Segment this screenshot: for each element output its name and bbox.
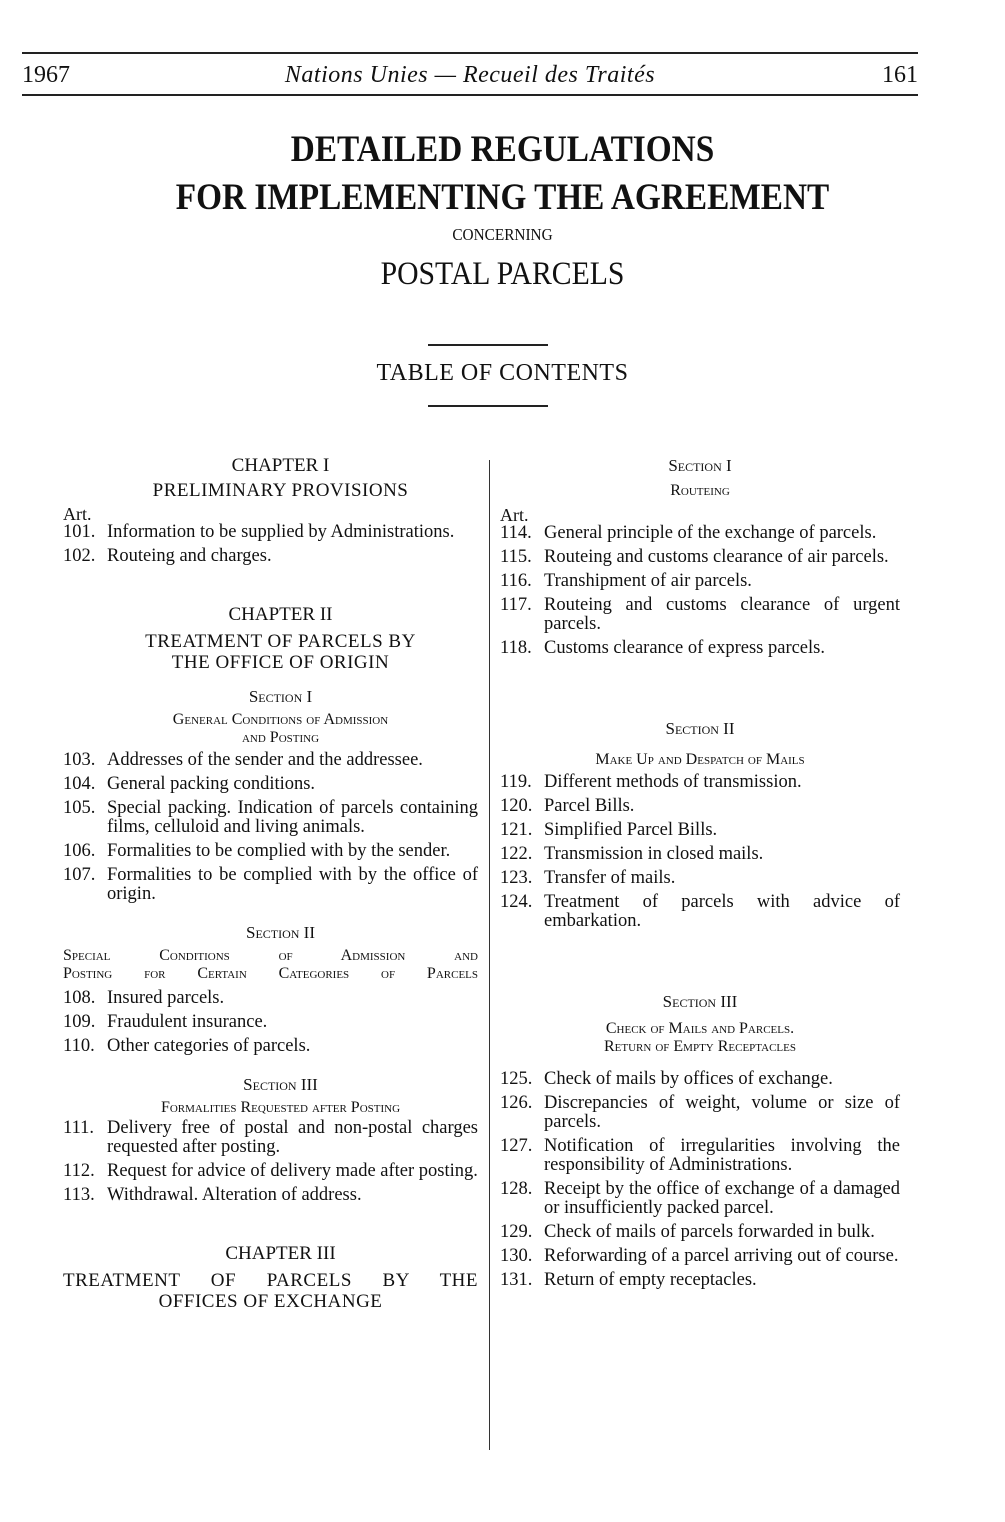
article-title: Check of mails of parcels forwarded in bulk. [544,1222,875,1242]
toc-entry[interactable] [63,866,478,904]
column-divider [489,460,490,1450]
article-number: 125. [500,1069,533,1089]
toc-left-column [63,455,478,1312]
article-title: Return of empty receptacles. [544,1270,757,1290]
article-number: 115. [500,547,532,567]
chapter-1-label: CHAPTER I [231,455,330,476]
article-title: Notification of irregularities involving the responsibility of Administrations. [544,1136,900,1175]
toc-entry[interactable] [500,572,900,591]
article-title: Customs clearance of express parcels. [544,638,825,658]
article-title: Delivery free of postal and non-postal charges requested after posting. [107,1118,478,1157]
toc-entry[interactable] [500,639,900,658]
toc-entry[interactable] [63,523,478,542]
article-title: General principle of the exchange of parcels. [544,523,877,543]
article-number: 113. [63,1185,95,1205]
toc-entry[interactable] [63,1119,478,1157]
section-title-line-2: Posting for Certain Categories of Parcels [63,965,478,982]
article-number: 111. [63,1118,95,1138]
toc-entry[interactable] [63,775,478,794]
toc-bottom-rule [428,405,548,407]
article-number: 128. [500,1179,533,1199]
article-number: 101. [63,522,96,542]
article-number: 102. [63,546,96,566]
running-head [22,58,918,92]
article-title: Formalities to be complied with by the sender. [107,841,451,861]
article-title: Receipt by the office of exchange of a damaged or insufficiently packed parcel. [544,1179,900,1218]
article-number: 119. [500,772,532,792]
toc-entry[interactable] [63,1037,478,1056]
article-number: 130. [500,1246,533,1266]
article-number: 124. [500,892,533,912]
section-title: Formalities Requested after Posting [160,1099,401,1116]
toc-entry[interactable] [500,797,900,816]
article-title: Different methods of transmission. [544,772,802,792]
article-title: Routeing and customs clearance of urgent parcels. [544,595,900,634]
toc-entry[interactable] [63,547,478,566]
section-label: Section III [662,992,738,1011]
chapter-3-title-line-1: TREATMENT OF PARCELS BY THE [63,1270,478,1291]
section-title-line-2: Return of Empty Receptacles [604,1038,796,1055]
article-number: 118. [500,638,532,658]
toc-entry[interactable] [500,1247,900,1266]
art-label: Art. [500,505,529,525]
article-number: 108. [63,988,96,1008]
article-number: 109. [63,1012,96,1032]
document-title-line-2: FOR IMPLEMENTING THE AGREEMENT [175,177,830,218]
article-number: 116. [500,571,532,591]
running-head-year: 1967 [22,62,70,88]
article-number: 121. [500,820,533,840]
document-title-line-4: POSTAL PARCELS [380,256,625,292]
chapter-2-label: CHAPTER II [228,604,333,625]
toc-entry[interactable] [63,1162,478,1181]
article-title: Addresses of the sender and the addressee. [107,750,423,770]
toc-entry[interactable] [500,1094,900,1132]
article-number: 122. [500,844,533,864]
toc-entry[interactable] [500,893,900,931]
document-title-line-3: CONCERNING [452,225,553,244]
article-number: 126. [500,1093,533,1113]
article-title: Routeing and customs clearance of air parcels. [544,547,889,567]
toc-entry[interactable] [500,821,900,840]
article-number: 112. [63,1161,95,1181]
article-title: Formalities to be complied with by the office of origin. [107,865,478,904]
toc-entry[interactable] [63,1013,478,1032]
article-number: 123. [500,868,533,888]
art-label: Art. [63,504,92,524]
toc-entry[interactable] [500,524,900,543]
article-title: Routeing and charges. [107,546,272,566]
article-number: 103. [63,750,96,770]
toc-top-rule [428,344,548,346]
article-title: Transfer of mails. [544,868,676,888]
article-title: General packing conditions. [107,774,316,794]
article-number: 114. [500,523,532,543]
page-number: 161 [882,62,918,88]
toc-entry[interactable] [63,799,478,837]
article-title: Special packing. Indication of parcels containing films, celluloid and living animals. [107,798,478,837]
article-number: 110. [63,1036,95,1056]
article-title: Discrepancies of weight, volume or size of parcels. [544,1093,900,1132]
article-title: Transmission in closed mails. [544,844,764,864]
article-title: Parcel Bills. [544,796,635,816]
article-number: 105. [63,798,96,818]
article-title: Simplified Parcel Bills. [544,820,718,840]
section-title-line-1: General Conditions of Admission [172,711,389,728]
article-title: Request for advice of delivery made after posting. [107,1161,478,1181]
toc-entry[interactable] [63,842,478,861]
article-title: Information to be supplied by Administrations. [107,522,455,542]
header-bottom-rule [22,94,918,96]
article-number: 127. [500,1136,533,1156]
toc-entry[interactable] [500,1137,900,1175]
chapter-2-title-line-1: TREATMENT OF PARCELS BY [145,631,416,652]
header-top-rule [22,52,918,54]
article-title: Insured parcels. [107,988,225,1008]
toc-entry[interactable] [500,596,900,634]
toc-right-column [500,456,900,1295]
chapter-2-title-line-2: THE OFFICE OF ORIGIN [171,652,390,673]
section-label: Section II [665,719,735,738]
article-number: 104. [63,774,96,794]
article-title: Fraudulent insurance. [107,1012,268,1032]
article-number: 117. [500,595,532,615]
article-number: 106. [63,841,96,861]
article-number: 107. [63,865,96,885]
article-title: Other categories of parcels. [107,1036,311,1056]
toc-entry[interactable] [63,989,478,1008]
section-label: Section I [668,456,732,475]
section-title-line-2: and Posting [241,729,320,746]
toc-entry[interactable] [500,845,900,864]
section-label: Section I [248,687,313,706]
section-label: Section II [245,923,316,942]
article-title: Reforwarding of a parcel arriving out of course. [544,1246,899,1266]
article-title: Treatment of parcels with advice of embarkation. [544,892,900,931]
toc-entry[interactable] [500,1223,900,1242]
chapter-1-title: PRELIMINARY PROVISIONS [152,480,409,501]
toc-entry[interactable] [500,869,900,888]
toc-entry[interactable] [500,1180,900,1218]
article-number: 120. [500,796,533,816]
section-title-line-1: Special Conditions of Admission and [63,947,478,964]
toc-entry[interactable] [500,1271,900,1290]
section-title-line-1: Check of Mails and Parcels. [605,1020,795,1037]
article-number: 129. [500,1222,533,1242]
toc-entry[interactable] [500,773,900,792]
article-title: Check of mails by offices of exchange. [544,1069,833,1089]
toc-heading: TABLE OF CONTENTS [376,360,629,386]
toc-entry[interactable] [500,548,900,567]
section-label: Section III [243,1075,318,1094]
chapter-3-label: CHAPTER III [225,1243,336,1264]
section-title: Make Up and Despatch of Mails [595,751,805,768]
running-head-title: Nations Unies — Recueil des Traités [284,62,656,88]
article-title: Withdrawal. Alteration of address. [107,1185,362,1205]
document-title-line-1: DETAILED REGULATIONS [290,129,715,170]
toc-entry[interactable] [63,751,478,770]
article-number: 131. [500,1270,533,1290]
chapter-3-title-line-2: OFFICES OF EXCHANGE [158,1291,383,1312]
toc-entry[interactable] [500,1070,900,1089]
toc-entry[interactable] [63,1186,478,1205]
section-title: Routeing [670,482,730,499]
article-title: Transhipment of air parcels. [544,571,752,591]
